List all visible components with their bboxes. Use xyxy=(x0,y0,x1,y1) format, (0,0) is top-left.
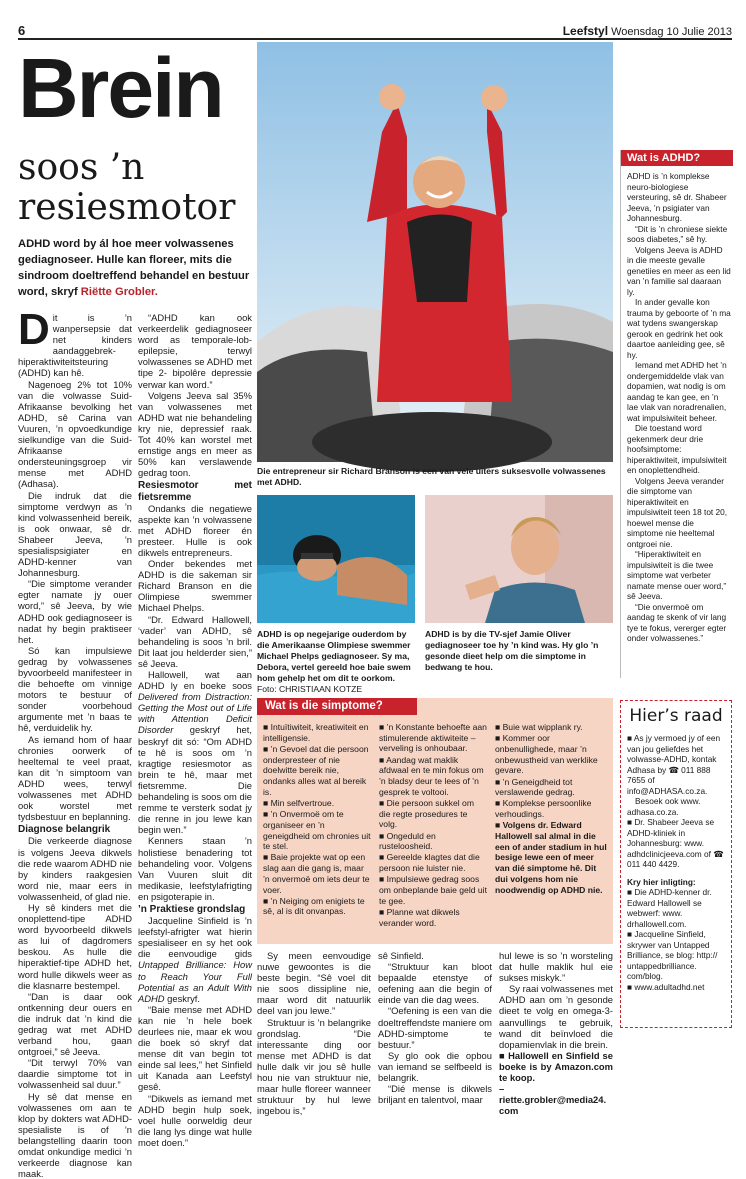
continuation-column-2 xyxy=(378,950,492,1105)
paragraph: “Oefening is een van die doeltreffendste maniere om ADHD-simptome te bestuur.” xyxy=(378,1005,492,1050)
paragraph: Die toestand word gekenmerk deur drie hoofsimptome: hiperaktiwiteit, impulsiwiteit en onoplettendheid. xyxy=(627,423,727,475)
paragraph: “Struktuur kan bloot bepaalde etenstye of oefening aan die begin of einde van die dag wees. xyxy=(378,961,492,1006)
paragraph: Hy sê dat mense en volwassenes om aan te klop by dokters wat ADHD-spesialiste is of ’n belangstelling daarin toon omdat onkundige medici ’n verkeerde diagnose kan maak. xyxy=(18,1090,132,1179)
paragraph: “Dié mense is dikwels briljant en talentvol, maar xyxy=(378,1083,492,1106)
intro-paragraph xyxy=(18,236,254,300)
symptom-item: ■ Planne wat dikwels verander word. xyxy=(379,906,460,928)
symptom-item: ■ ’n Konstante behoefte aan stimulerende aktiwiteite – verveling is onhoubaar. xyxy=(379,722,487,754)
advice-title: Hier’s raad xyxy=(629,706,723,726)
intro-text: ADHD word by ál hoe meer volwassenes gediagnoseer. Hulle kan floreer, mits die sindroom doeltreffend behandel en bestuur word, skryf xyxy=(18,238,250,298)
drop-cap: D xyxy=(18,305,50,354)
paragraph: Hy sê kinders met die onoplettend-tipe ADHD word byvoorbeeld dikwels as lui of dagdromers beskou. As hulle die hiperaktief-tipe ADHD het, word hulle dikwels weer as die klasnarre bestempel. xyxy=(18,901,132,991)
branson-photo xyxy=(257,42,613,462)
symptom-item: ■ Komplekse persoonlike verhoudings. xyxy=(495,798,592,820)
advice-item: Besoek ook www. adhasa.co.za. xyxy=(627,796,701,817)
paragraph: ■ Hallowell en Sinfield se boeke is by Amazon.com te koop. xyxy=(499,1049,613,1084)
paragraph: Sy raai volwassenes met ADHD aan om ’n gesonde dieet te volg en omega-3-aanvullings te gebruik, wand dit beïnvloed die dopamienvlak in die brein. xyxy=(499,983,613,1050)
paragraph: Ondanks die negatiewe aspekte kan ’n volwassene met ADHD floreer én presteer. Hulle is ook dikwels entrepreneurs. xyxy=(138,502,252,558)
symptom-item: ■ Min selfvertroue. xyxy=(263,797,335,808)
header-rule xyxy=(18,38,732,40)
section-date xyxy=(563,24,732,38)
paragraph: ADHD is ’n komplekse neuro-biologiese versteuring, sê dr. Shabeer Jeeva, ’n psigiater van Johannesburg. xyxy=(627,171,727,223)
text: Jacqueline Sinfield is ’n leefstyl-afrigter wat hierin spesialiseer en sy het ook die eenvoudige gids xyxy=(138,915,252,960)
symptom-item: ■ Die persoon sukkel om die regte prosedures te volg. xyxy=(379,797,474,830)
text: geskryf. xyxy=(164,992,201,1004)
author-email: – riette.grobler@media24. com xyxy=(499,1083,607,1117)
symptom-item: ■ Intuïtiwiteit, kreatiwiteit en intelligensie. xyxy=(263,722,369,743)
paragraph: sê Sinfield. xyxy=(378,950,424,961)
advice-item: ■ www.adultadhd.net xyxy=(627,981,705,992)
paragraph: Struktuur is ’n belangrike grondslag. “Die interessante ding oor mense met ADHD is dat hulle dalk vir jou sê hulle hou nie van struktuur nie, maar hulle floreer wanneer struktuur by hul lewe ingebou is,” xyxy=(257,1016,371,1117)
subheading: Diagnose belangrik xyxy=(18,824,111,836)
book-title: Untapped Brilliance: How to Reach Your Full Potential as an Adult With ADHD xyxy=(138,959,252,1004)
paragraph: Die indruk dat die simptome verdwyn as ’n kind volwassenheid bereik, is ook onwaar, sê dr. Shabeer Jeeva, ’n spesialispsigiater en ADHD-kenner van Johannesburg. xyxy=(18,489,132,579)
subheadline xyxy=(18,148,235,228)
article-column-1 xyxy=(18,305,132,1179)
section-name: Leefstyl xyxy=(562,24,609,38)
sidebar-title: Wat is ADHD? xyxy=(621,150,733,166)
text: geskryf het, beskryf dit só: “Om ADHD te hê is soos om ’n kragtige resiesmotor as brein te hê, maar met fietsremme. Die behandeling is soos om die remme te versterk sodat jy die renne in jou lewe kan begin wen.” xyxy=(138,724,252,836)
phelps-caption xyxy=(257,629,415,695)
paragraph: “Dit terwyl 70% van daardie simptome tot in volwassenheid sal duur.” xyxy=(18,1057,132,1091)
symptom-item: ■ Kommer oor onbenullighede, maar ’n onbewustheid van werklike gevare. xyxy=(495,733,598,776)
symptom-note: ■ Volgens dr. Edward Hallowell sal almal in die een of ander stadium in hul besige lewe een of meer van dié simptome hê. Dit dui volgens hom nie noodwendig op ADHD nie. xyxy=(495,820,607,895)
paragraph: In ander gevalle kon trauma by geboorte of ’n ma wat tydens swangerskap gerook en gedrink het ook daartoe aanleiding gee, sê hy. xyxy=(627,297,731,360)
paragraph: it is ’n wanpersepsie dat net kinders aandaggebrek-hiperaktiwiteitsteuring (ADHD) kan hê. xyxy=(18,312,132,379)
symptoms-column-1 xyxy=(263,722,371,918)
paragraph: “Dan is daar ook ontkenning deur ouers en die indruk dat ’n kind die gedrag wat met ADHD verband hou, gaan ontgroei,” sê Jeeva. xyxy=(18,990,132,1058)
symptom-item: ■ ’n Onvermoë om te organiseer en ’n geneigdheid om chronies uit te stel. xyxy=(263,809,371,852)
phelps-caption-text: ADHD is op negejarige ouderdom by die Amerikaanse Olimpiese swemmer Michael Phelps gediagnoseer. Sy ma, Debora, vertel gereeld hoe baie swem hom gehelp het om dit te oorkom. xyxy=(257,629,411,683)
phelps-photo xyxy=(257,495,415,623)
paragraph: Só kan impulsiewe gedrag by volwassenes byvoorbeeld manifesteer in die behoefte om vinnige motors te bestuur of sonder voorbehoud argumente met ’n baas te hê, verduidelik hy. xyxy=(18,644,132,734)
subheadline-line-1: soos ’n xyxy=(18,147,145,188)
paragraph: “Dikwels as iemand met ADHD begin hulp soek, voel hulle oorweldig deur die lang lys dinge wat hulle moet doen.” xyxy=(138,1092,252,1148)
symptom-item: ■ Gereelde klagtes dat die persoon nie luister nie. xyxy=(379,852,480,874)
byline: Riëtte Grobler. xyxy=(80,286,158,298)
symptoms-column-2 xyxy=(379,722,487,929)
symptoms-box xyxy=(257,698,613,944)
paragraph: Nagenoeg 2% tot 10% van die volwasse Suid-Afrikaanse bevolking het ADHD, sê Carina van Vuuren, ’n opvoedkundige sielkundige van die Suid-Afrikaanse ondersteuningsgroep vir mense met ADHD (Adhasa). xyxy=(18,378,132,490)
sidebar-body xyxy=(627,171,731,644)
advice-body xyxy=(627,733,727,992)
paragraph: “Hiperaktiwiteit en impulsiwiteit is die twee simptome wat verbeter namate mense ouer word,” sê Jeeva. xyxy=(627,549,727,601)
paragraph: Iemand met ADHD het ’n ondergemiddelde vlak van dopamien, wat nodig is om aandag te kan gee, en ’n lae vlak van noradrenalien, wat impulsiwiteit beheer. xyxy=(627,360,727,423)
page-number: 6 xyxy=(18,23,26,38)
photo-credit: Foto: CHRISTIAAN KOTZE xyxy=(257,684,363,694)
oliver-photo xyxy=(425,495,613,623)
subheading: ’n Praktiese grondslag xyxy=(138,903,246,915)
paragraph: “ADHD kan ook verkeerdelik gediagnoseer word as temporale-lob-epilepsie, terwyl volwassenes se ADHD met tipe 2- bipolêre depressie verwar kan word.” xyxy=(138,312,252,390)
continuation-column-3 xyxy=(499,950,613,1116)
advice-item: ■ Jacqueline Sinfield, skrywer van Untapped Brilliance, se blog: http:// untappedbrilliance. com/blog. xyxy=(627,929,718,981)
paragraph: “Dr. Edward Hallowell, ‘vader’ van ADHD, sê behandeling is soos ’n bril. Dit laat jou helderder sien,” sê Jeeva. xyxy=(138,613,252,669)
paragraph: Die verkeerde diagnose is volgens Jeeva dikwels die rede waarom ADHD nie by kinders raakgesien word nie, maar eers in volwassenheid, of glad nie. xyxy=(18,835,132,902)
symptom-item: ■ Ongeduld en rusteloosheid. xyxy=(379,830,436,852)
paragraph: Sy glo ook die opbou van iemand se selfbeeld is belangrik. xyxy=(378,1049,492,1084)
advice-box xyxy=(620,700,732,1028)
paragraph: Volgens Jeeva is ADHD in die meeste gevalle genetiies en meer as een lid van ’n familie sal daaraan ly. xyxy=(627,244,731,297)
advice-item: ■ Dr. Shabeer Jeeva se ADHD-kliniek in Johannesburg: www. adhdclinicjeeva.com of ☎ 011 440 4429. xyxy=(627,817,724,869)
article-column-2 xyxy=(138,312,252,1148)
paragraph: Volgens Jeeva sal 35% van volwassenes met ADHD wat nie behandeling kry nie, depressief raak. Tot 40% kan worstel met ernstige angs en meer as 50% kan verslawende gedrag toon. xyxy=(138,389,252,479)
advice-item: ■ As jy vermoed jy of een van jou geliefdes het volwasse-ADHD, kontak Adhasa by ☎ 011 888 7655 of info@ADHASA.co.za. xyxy=(627,733,721,796)
headline: Brein xyxy=(18,41,223,135)
paragraph xyxy=(138,915,252,1004)
issue-date: Woensdag 10 Julie 2013 xyxy=(611,26,732,38)
symptom-item: ■ Buie wat wipplank ry. xyxy=(495,722,583,732)
paragraph: hul lewe is so ’n worsteling dat hulle maklik hul eie sukses miskyk.” xyxy=(499,950,613,984)
paragraph: “Die onvermoë om aandag te skenk of vir lang tye te fokus, vererger egter onder volwassenes.” xyxy=(627,601,727,643)
symptom-item: ■ ’n Gevoel dat die persoon onderpresteer of nie doelwitte bereik nie, ondanks alles wat al bereik is. xyxy=(263,743,369,797)
symptom-item: ■ Impulsiewe gedrag soos om onbeplande baie geld uit te gee. xyxy=(379,874,487,906)
advice-item: ■ Die ADHD-kenner dr. Edward Hallowell se webwerf: www. drhallowell.com. xyxy=(627,887,712,929)
paragraph: Volgens Jeeva verander die simptome van hiperaktiwiteit en impulsiwiteit teen 18 tot 20, hoewel mense die simptome nie heeltemal ontgroei nie. xyxy=(627,475,728,549)
paragraph xyxy=(138,669,252,835)
paragraph: Onder bekendes met ADHD is die sakeman sir Richard Branson en die Olimpiese swemmer Michael Phelps. xyxy=(138,558,252,614)
symptom-item: ■ Aandag wat maklik afdwaal en te min fokus om ’n bladsy deur te lees of ’n gesprek te voltooi. xyxy=(379,754,484,797)
symptom-item: ■ Baie projekte wat op een slag aan die gang is, maar ’n onvermoë om iets deur te voer. xyxy=(263,852,370,895)
advice-subheading: Kry hier inligting: xyxy=(627,876,696,887)
symptom-item: ■ ’n Neiging om enigiets te sê, al is dit onvanpas. xyxy=(263,895,365,917)
text: Hallowell, wat aan ADHD ly en boeke soos xyxy=(138,669,252,692)
symptoms-column-3 xyxy=(495,722,607,896)
subheading: Resiesmotor met fietsremme xyxy=(138,480,252,503)
symptom-item: ■ ’n Geneigdheid tot verslawende gedrag. xyxy=(495,776,575,798)
paragraph: “Die simptome verander egter namate jy ouer word,” sê Jeeva, by wie ADHD ook gediagnoseer is nadat hy begin praktiseer het. xyxy=(18,578,132,645)
subheadline-line-2: resiesmotor xyxy=(18,187,236,228)
oliver-caption: ADHD is by die TV-sjef Jamie Oliver gediagnoseer toe hy ’n kind was. Hy glo ’n gesonde dieet help om die simptome in bedwang te hou. xyxy=(425,629,599,672)
paragraph: “Baie mense met ADHD kan nie ’n hele boek deurlees nie, maar ek wou die boek só skryf dat mense dit van begin tot einde sal lees,” het Sinfield uit Kanada aan Leefstyl gesê. xyxy=(138,1003,252,1093)
book-title: Delivered from Distraction: Getting the Most out of Life with Attention Deficit Disorder xyxy=(138,691,252,736)
branson-caption: Die entrepreneur sir Richard Branson is een van vele uiters suksesvolle volwassenes met ADHD. xyxy=(257,466,606,487)
paragraph: Sy meen eenvoudige nuwe gewoontes is die beste begin. “Sê voel dit nie soos dissipline nie, maar word dit natuurlik deel van jou lewe.” xyxy=(257,950,371,1017)
paragraph: Kenners staan ’n holistiese benadering tot behandeling voor. Volgens Van Vuuren sluit dit medikasie, leefstylafrigting en psigoterapie in. xyxy=(138,835,252,902)
sidebar-what-is-adhd xyxy=(620,150,733,678)
symptoms-title: Wat is die simptome? xyxy=(257,698,417,715)
continuation-column-1 xyxy=(257,950,371,1116)
paragraph: “Dit is ’n chroniese siekte soos diabetes,” sê hy. xyxy=(627,223,728,244)
paragraph: As iemand hom of haar chronies oorwerk of heeltemal te veel praat, kan dit ’n simptoom van ADHD wees, terwyl volwassenes met ADHD ook worstel met tydsbestuur en beplanning. xyxy=(18,733,132,823)
